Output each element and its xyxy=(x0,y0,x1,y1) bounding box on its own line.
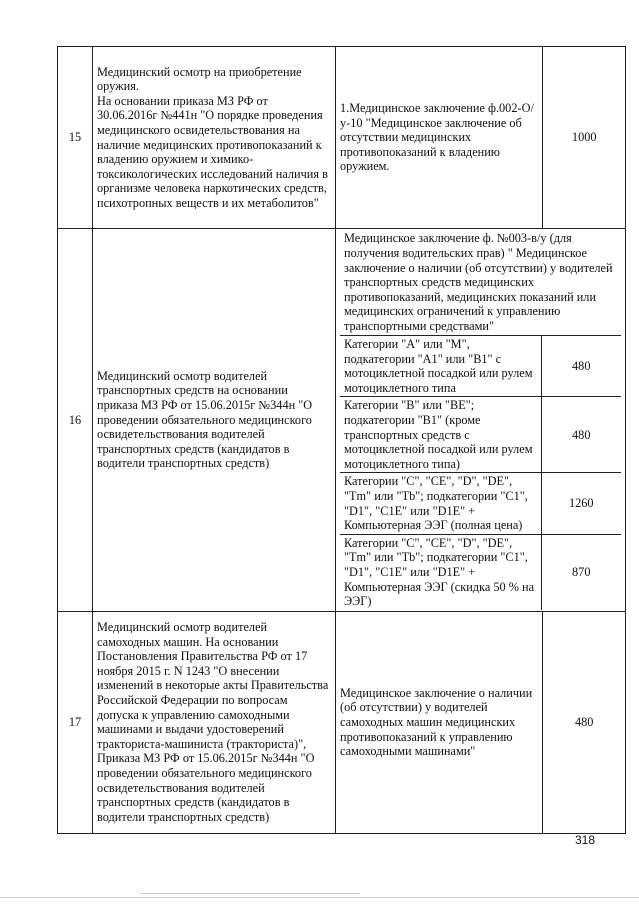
services-price-table xyxy=(57,46,626,834)
row-number: 16 xyxy=(58,229,93,612)
category-label: Категории "С", "СЕ", "D", "DE", "Tm" или "Tb"; подкатегории "С1", "D1", "C1E" или "D1E" + Компьютерная ЭЭГ (скидка 50 % на ЭЭГ) xyxy=(340,534,541,609)
row-number: 15 xyxy=(58,47,93,229)
price-cell: 480 xyxy=(543,611,626,833)
row-number: 17 xyxy=(58,611,93,833)
service-description: Медицинский осмотр водителей самоходных машин. На основании Постановления Правительства РФ от 17 ноября 2015 г. N 1243 "О внесении изменений в некоторые акты Правительства Российской Федерации по вопросам допуска к управлению самоходными машинами и выдачи удостоверений тракториста-машиниста (тракториста)", Приказа МЗ РФ от 15.06.2015г №344н "О проведении обязательного медицинского освидетельствования водителей транспортных средств (кандидатов в водители транспортных средств) xyxy=(93,611,336,833)
category-row xyxy=(340,336,621,397)
price-cell: 870 xyxy=(541,534,621,609)
page-number: 318 xyxy=(575,833,596,847)
page-bottom-edge xyxy=(0,897,639,898)
price-cell: 480 xyxy=(541,397,621,473)
scan-artifact-line xyxy=(140,893,360,894)
price-cell: 1000 xyxy=(543,47,626,229)
category-row xyxy=(340,534,621,609)
category-subtable xyxy=(340,230,621,610)
category-label: Категории "А" или "М", подкатегории "А1" или "В1" с мотоциклетной посадкой или рулем мотоциклетного типа xyxy=(340,336,541,397)
category-subtable-cell xyxy=(336,229,626,612)
document-description: 1.Медицинское заключение ф.002-О/у-10 "Медицинское заключение об отсутствии медицинских противопоказаний к владению оружием. xyxy=(336,47,543,229)
document-description: Медицинское заключение ф. №003-в/у (для получения водительских прав) " Медицинское заключение о наличии (об отсутствии) у водителей транспортных средств медицинских противопоказаний, медицинских показаний или медицинских ограничений к управлению транспортными средствами" xyxy=(344,231,613,333)
service-text: Медицинский осмотр на приобретение оружия. На основании приказа МЗ РФ от 30.06.2016г №441н "О порядке проведения медицинского освидетельствования на наличие медицинских противопоказаний к владению оружием и химико-токсикологических исследований наличия в организме человека наркотических средств, психотропных веществ и их метаболитов" xyxy=(97,64,328,210)
price-cell: 480 xyxy=(541,336,621,397)
price-cell: 1260 xyxy=(541,473,621,534)
table-row xyxy=(58,47,626,229)
document-description: Медицинское заключение о наличии (об отсутствии) у водителей самоходных машин медицинских противопоказаний к управлению самоходными машинами" xyxy=(336,611,543,833)
service-description: Медицинский осмотр водителей транспортных средств на основании приказа МЗ РФ от 15.06.2015г №344н "О проведении обязательного медицинского освидетельствования водителей транспортных средств (кандидатов в водители транспортных средств) xyxy=(93,229,336,612)
category-label: Категории "В" или "ВЕ"; подкатегории "В1" (кроме транспортных средств с мотоциклетной посадкой или рулем мотоциклетного типа) xyxy=(340,397,541,473)
category-row xyxy=(340,473,621,534)
table-row xyxy=(58,611,626,833)
category-label: Категории "С", "СЕ", "D", "DE", "Tm" или "Tb"; подкатегории "С1", "D1", "C1E" или "D1E" + Компьютерная ЭЭГ (полная цена) xyxy=(340,473,541,534)
service-description xyxy=(93,47,336,229)
table-row xyxy=(58,229,626,612)
subtable-header-row xyxy=(340,230,621,336)
category-row xyxy=(340,397,621,473)
